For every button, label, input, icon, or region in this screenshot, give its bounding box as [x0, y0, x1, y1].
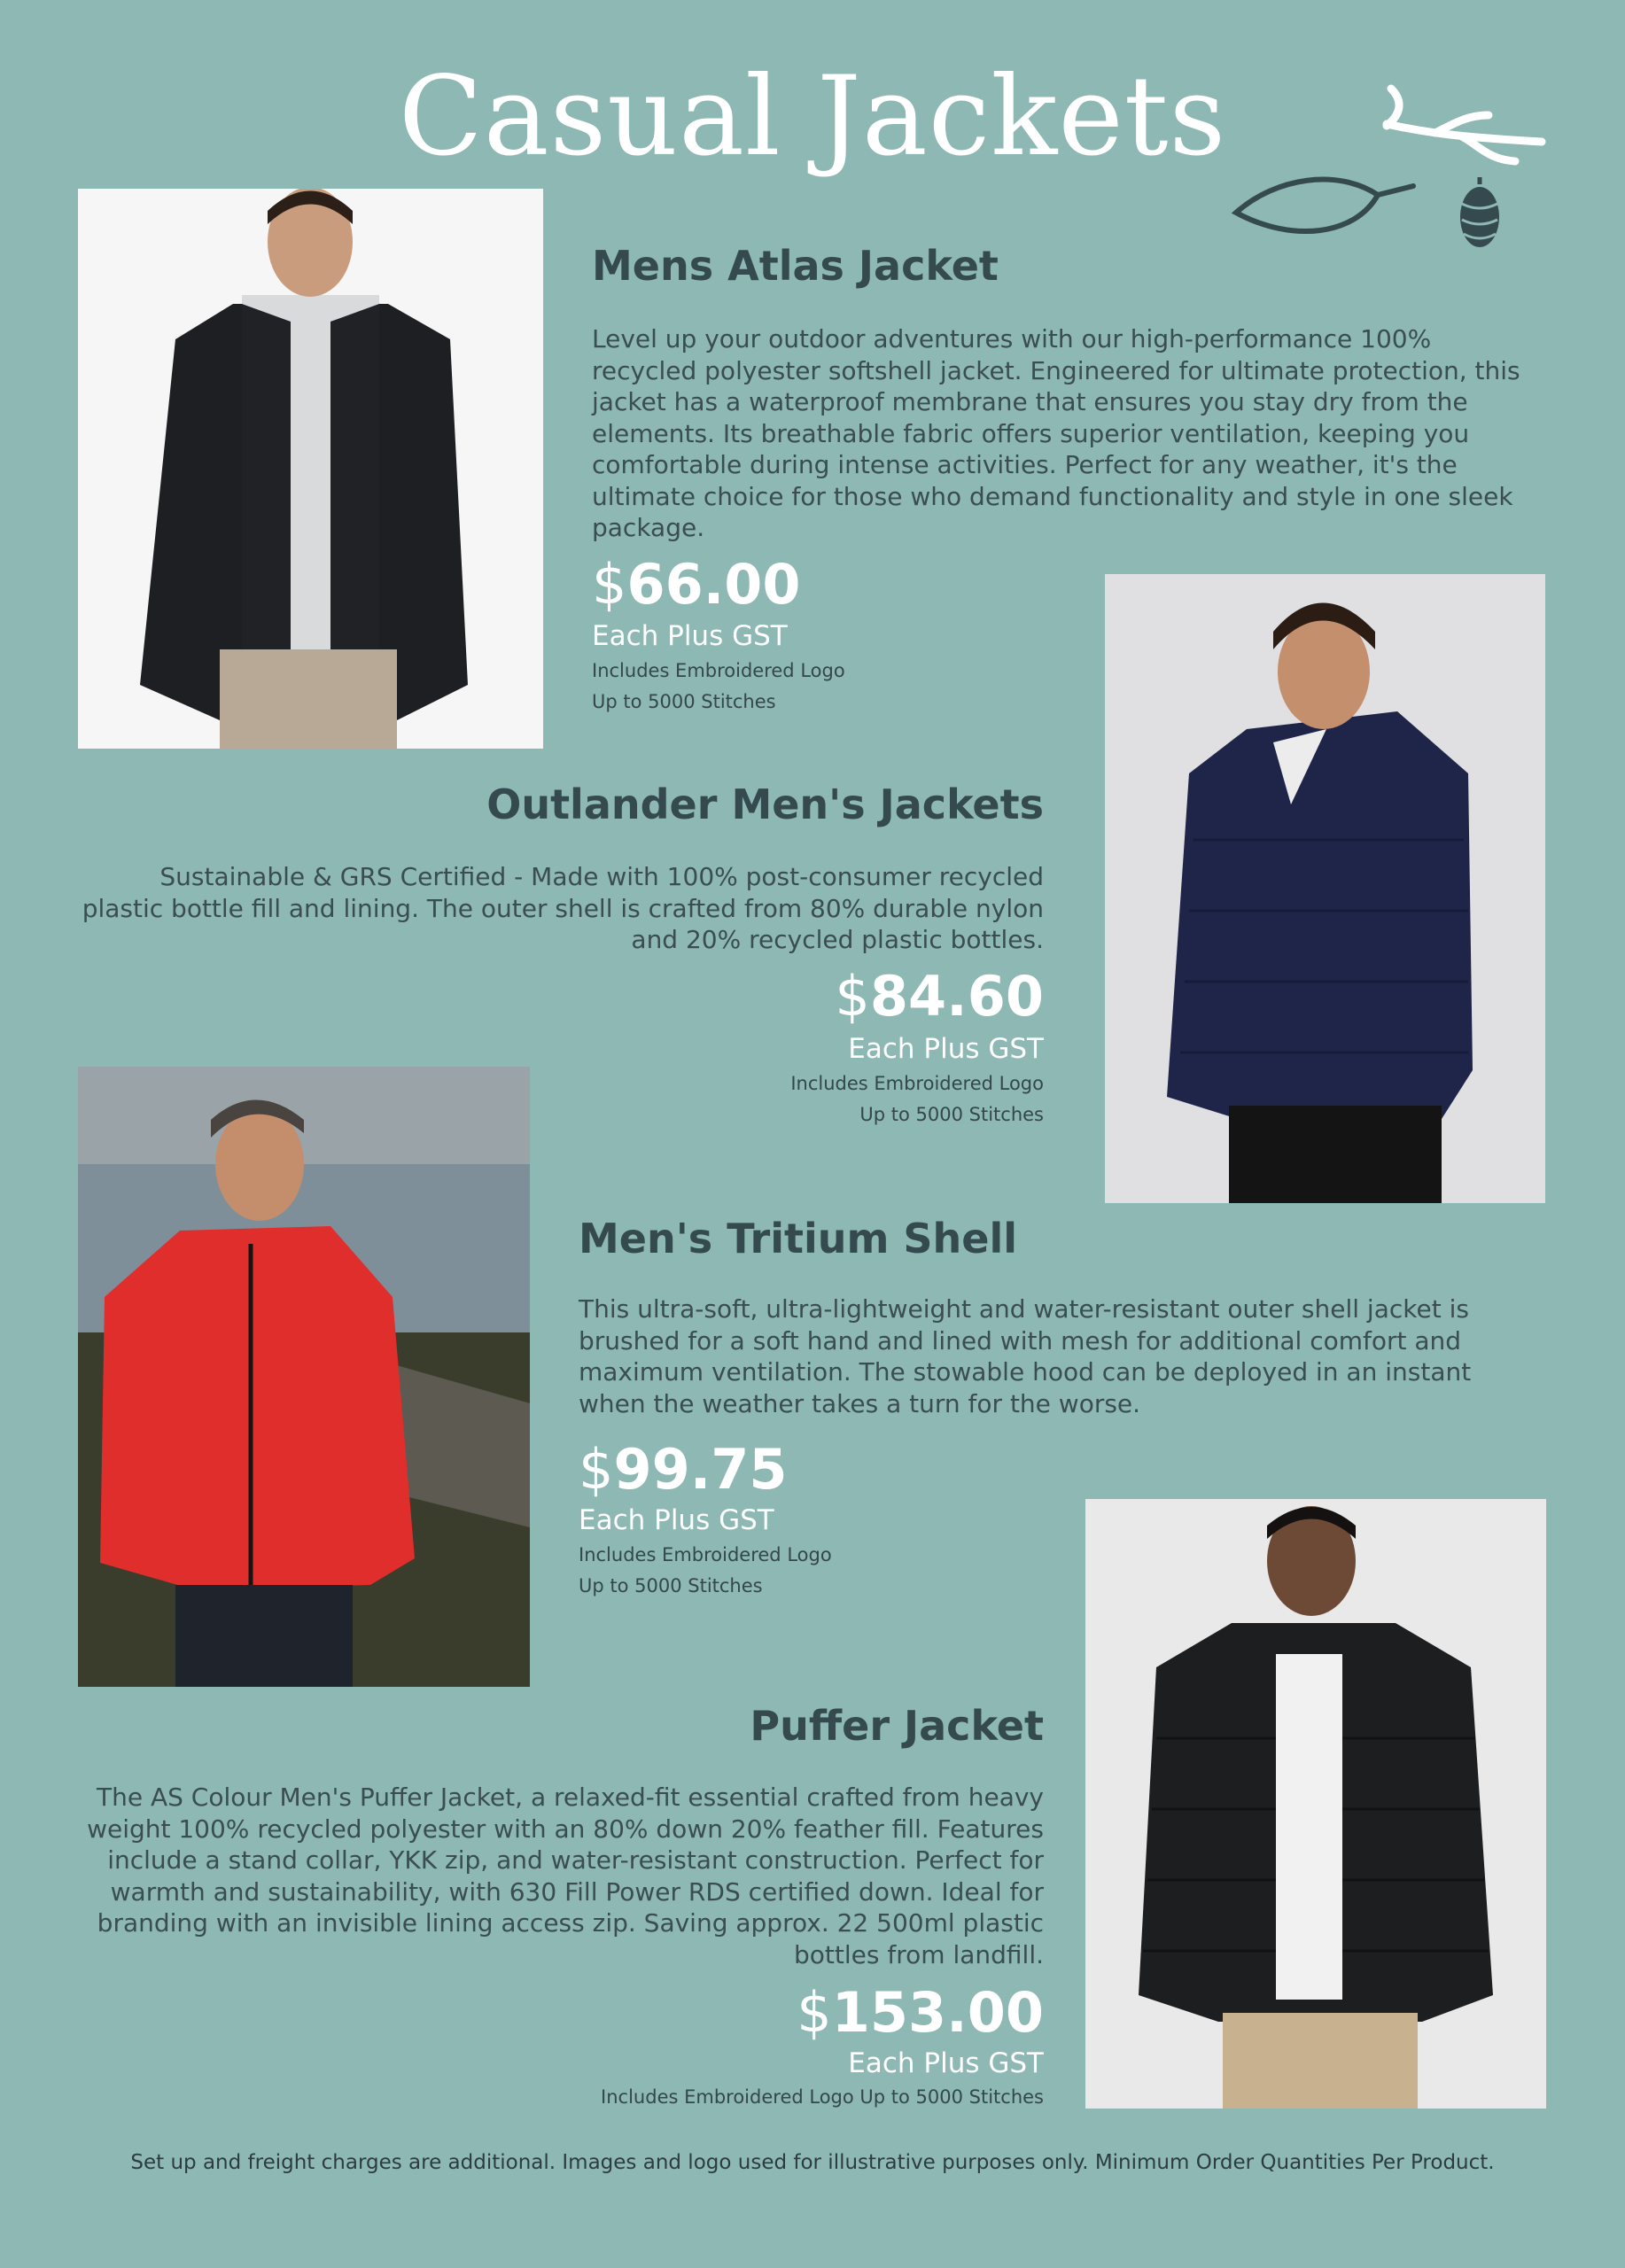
product-description: Level up your outdoor adventures with our high-performance 100% recycled polyester softshell jacket. Engineered for ultimate protection, this jacket has a waterproof membrane that ensures you stay dry from the elements. Its breathable fabric offers superior ventilation, keeping you comfortable during intense activities. Perfect for any weather, it's the ultimate choice for those who demand functionality and style in one sleek package. — [592, 324, 1520, 542]
logo-and-stitch-note: Includes Embroidered Logo Up to 5000 Stitches — [601, 2086, 1044, 2108]
footer-disclaimer: Set up and freight charges are additional. Images and logo used for illustrative purposes only. Minimum Order Quantities Per Product. — [130, 2151, 1495, 2174]
pinecone-icon — [1460, 177, 1499, 247]
currency-symbol: $ — [579, 1437, 614, 1502]
logo-note: Includes Embroidered Logo — [790, 1073, 1044, 1094]
jacket-photo — [1105, 574, 1545, 1203]
stitch-note: Up to 5000 Stitches — [859, 1104, 1044, 1125]
price-note: Each Plus GST — [579, 1504, 774, 1536]
stitch-note: Up to 5000 Stitches — [592, 691, 776, 712]
product-description: This ultra-soft, ultra-lightweight and water-resistant outer shell jacket is brushed for a soft hand and lined with mesh for additional comfort and maximum ventilation. The stowable hood can be deployed in an instant when the weather takes a turn for the worse. — [579, 1294, 1472, 1418]
price-value: 99.75 — [613, 1437, 788, 1502]
product-price — [579, 1439, 788, 1501]
jacket-photo — [78, 1067, 530, 1687]
currency-symbol: $ — [797, 1980, 832, 2045]
stitch-note: Up to 5000 Stitches — [579, 1575, 763, 1596]
product-image-outlander — [1105, 574, 1545, 1203]
logo-note: Includes Embroidered Logo — [592, 660, 845, 681]
price-note: Each Plus GST — [848, 2047, 1044, 2079]
decor-group — [1223, 62, 1559, 266]
jacket-photo — [78, 189, 543, 749]
jacket-photo — [1085, 1499, 1546, 2109]
product-title: Mens Atlas Jacket — [592, 242, 999, 290]
leaf-icon — [1236, 180, 1413, 231]
price-note: Each Plus GST — [848, 1033, 1044, 1065]
logo-note: Includes Embroidered Logo — [579, 1544, 832, 1565]
product-price — [592, 554, 801, 616]
page-title: Casual Jackets — [398, 53, 1227, 181]
product-description: The AS Colour Men's Puffer Jacket, a relaxed-fit essential crafted from heavy weight 100% recycled polyester with an 80% down 20% feather fill. Features include a stand collar, YKK zip, and water-resistant construction. Perfect for warmth and sustainability, with 630 Fill Power RDS certified down. Ideal for branding with an invisible lining access zip. Saving approx. 22 500ml plastic bottles from landfill. — [87, 1783, 1044, 1969]
product-image-atlas — [78, 189, 543, 749]
product-title: Outlander Men's Jackets — [486, 781, 1044, 828]
product-title: Puffer Jacket — [750, 1702, 1044, 1750]
currency-symbol: $ — [835, 964, 870, 1029]
product-price — [567, 1982, 1044, 2044]
price-value: 84.60 — [869, 964, 1044, 1029]
product-description: Sustainable & GRS Certified - Made with 100% post-consumer recycled plastic bottle fill and lining. The outer shell is crafted from 80% durable nylon and 20% recycled plastic bottles. — [82, 862, 1044, 954]
currency-symbol: $ — [592, 552, 627, 617]
product-image-tritium — [78, 1067, 530, 1687]
price-value: 153.00 — [831, 1980, 1044, 2045]
product-price — [567, 966, 1044, 1028]
product-image-puffer — [1085, 1499, 1546, 2109]
branch-icon — [1387, 89, 1542, 161]
price-note: Each Plus GST — [592, 620, 788, 652]
product-title: Men's Tritium Shell — [579, 1215, 1018, 1262]
price-value: 66.00 — [626, 552, 801, 617]
